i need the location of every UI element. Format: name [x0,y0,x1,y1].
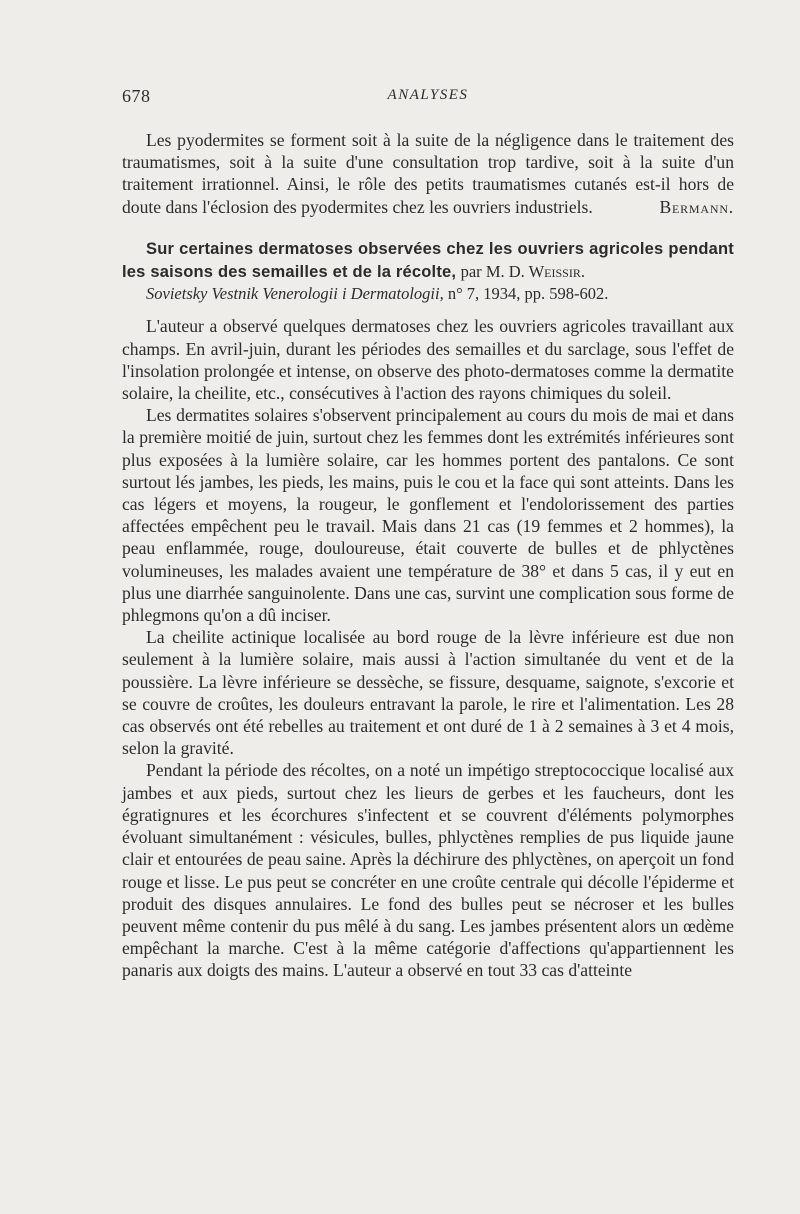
body-paragraph: Les dermatites solaires s'observent principalement au cours du mois de mai et dans la première moitié de juin, surtout chez les femmes dont les extrémités inférieures sont plus exposées à la lumière solaire, car les hommes portent des pantalons. Ce sont surtout lés jambes, les pieds, les mains, puis le cou et la face qui sont atteints. Dans les cas légers et moyens, la rougeur, le gonflement et l'endolorissement des parties affectées empêchent peu le travail. Mais dans 21 cas (19 femmes et 2 hommes), la peau enflammée, rouge, douloureuse, était couverte de bulles et de phlyctènes volumineuses, les malades avaient une température de 38° et dans 5 cas, il y eut en plus une diarrhée sanguinolente. Dans une cas, survint une complication sous forme de phlegmons qu'on a dû inciser. [122,405,734,626]
article-citation [122,283,734,305]
page-content [122,129,734,982]
previous-article-text: Les pyodermites se forment soit à la suite de la négligence dans le traitement des traumatismes, soit à la suite d'une consultation trop tardive, soit à la suite d'un traitement irrationnel. Ainsi, le rôle des petits traumatismes cutanés est-il hors de doute dans l'éclosion des pyodermites chez les ouvriers industriels. [122,130,734,217]
running-title: ANALYSES [387,87,469,103]
article-byline [461,262,585,281]
byline-prefix: par [460,262,482,282]
article-author: M. D. Weissir. [485,262,585,282]
body-paragraph: L'auteur a observé quelques dermatoses chez les ouvriers agricoles travaillant aux champs. En avril-juin, durant les périodes des semailles et du sarclage, sous l'effet de l'insolation prolongée et intense, on observe des photo-dermatoses comme la dermatite solaire, la cheilite, etc., consécutives à l'action des rayons chimiques du soleil. [122,316,734,404]
body-paragraph: Pendant la période des récoltes, on a noté un impétigo streptococcique localisé aux jambes et aux pieds, surtout chez les lieurs de gerbes et les faucheurs, dont les égratignures et les écorchures s'infectent et se couvrent d'éléments polymorphes évoluant simultanément : vésicules, bulles, phlyctènes remplies de pus liquide jaune clair et entourées de peau saine. Après la déchirure des phlyctènes, on aperçoit un fond rouge et lisse. Le pus peut se concréter en une croûte centrale qui décolle l'épiderme et produit des disques annulaires. Le fond des bulles peut se nécroser et les bulles peuvent même contenir du pus mêlé à du sang. Les jambes présentent alors un œdème empêchant la marche. C'est à la même catégorie d'affections qu'appartiennent les panaris aux doigts des mains. L'auteur a observé en tout 33 cas d'atteinte [122,760,734,981]
journal-issue: n° 7, 1934, pp. 598-602. [447,284,609,304]
page-header [122,86,734,110]
article-heading [122,237,734,306]
body-paragraph: La cheilite actinique localisée au bord rouge de la lèvre inférieure est due non seulement à la lumière solaire, mais aussi à l'action simultanée du vent et de la poussière. La lèvre inférieure se dessèche, se fissure, desquame, saignote, s'excorie et se couvre de croûtes, les douleurs entravant la parole, le rire et l'alimentation. Les 28 cas observés ont été rebelles au traitement et ont duré de 1 à 2 semaines à 3 et 4 mois, selon la gravité. [122,627,734,759]
author-signature: Bermann. [659,196,734,217]
article-title: Sur certaines dermatoses observées chez les ouvriers agricoles pendant les saisons des semailles et de la récolte, [122,239,734,282]
previous-article-paragraph [122,129,734,218]
journal-name: Sovietsky Vestnik Venerologii i Dermatologii, [146,284,444,304]
page-number: 678 [122,86,151,106]
